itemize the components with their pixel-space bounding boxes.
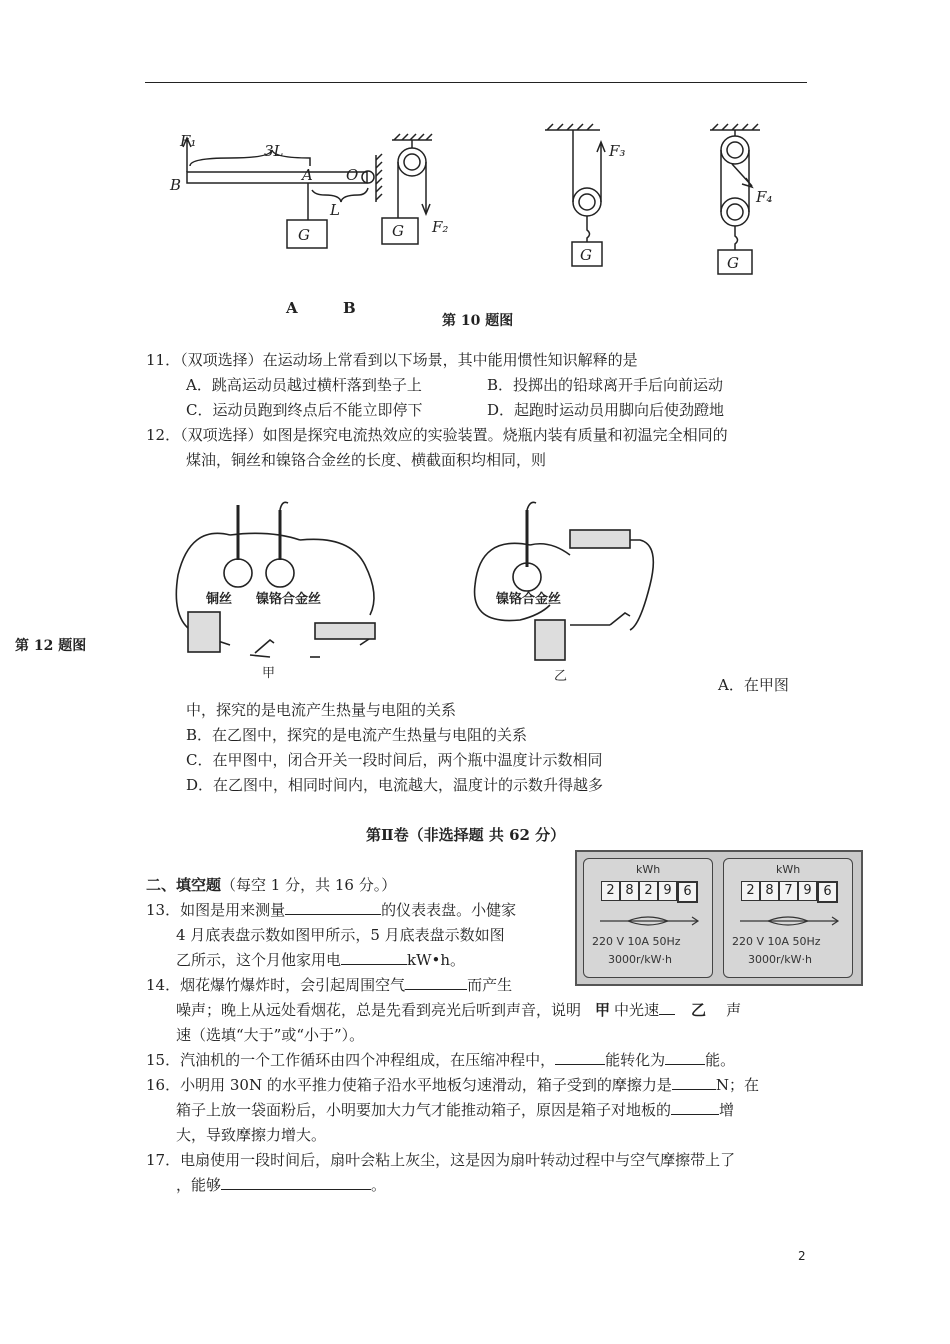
- svg-text:B: B: [170, 176, 182, 194]
- q12-stem-line1: 12．（双项选择）如图是探究电流热效应的实验装置。烧瓶内装有质量和初温完全相同的: [146, 426, 728, 444]
- q14-blank-2[interactable]: [659, 1000, 675, 1015]
- part2-title: 第Ⅱ卷（非选择题 共 62 分）: [366, 826, 566, 844]
- svg-text:3L: 3L: [264, 142, 284, 160]
- meter-jia: kWh 2 8 2 9 6 220 V 10A 50Hz 3000r/kW·h: [583, 858, 713, 978]
- q14-line1: 14．烟花爆竹爆炸时，会引起周围空气 而产生: [146, 976, 513, 994]
- q17-line2: ，能够 。: [176, 1176, 387, 1194]
- fig10-option-b: B: [343, 299, 356, 317]
- q12-option-d: D．在乙图中，相同时间内，电流越大，温度计的示数升得越多: [186, 776, 604, 794]
- q17-line1: 17．电扇使用一段时间后，扇叶会粘上灰尘，这是因为扇叶转动过程中与空气摩擦带上了: [146, 1151, 736, 1169]
- svg-text:G: G: [580, 246, 592, 264]
- q12-stem-line2: 煤油，铜丝和镍铬合金丝的长度、横截面积均相同，则: [186, 451, 547, 469]
- q12-option-b: B．在乙图中，探究的是电流产生热量与电阻的关系: [186, 726, 528, 744]
- header-rule: [145, 82, 807, 83]
- lever-bar: [187, 172, 367, 183]
- section-2-title: 二、填空题: [146, 876, 222, 894]
- q12-option-a-cont: 中，探究的是电流产生热量与电阻的关系: [186, 701, 457, 719]
- q15-line: 15．汽油机的一个工作循环由四个冲程组成，在压缩冲程中， 能转化为 能。: [146, 1051, 736, 1069]
- figure-12-caption: 第 12 题图: [15, 638, 87, 654]
- q13-line2: 4 月底表盘示数如图甲所示，5 月底表盘示数如图: [176, 926, 505, 944]
- meter-yi: kWh 2 8 7 9 6 220 V 10A 50Hz 3000r/kW·h: [723, 858, 853, 978]
- q16-blank-1[interactable]: [672, 1075, 716, 1090]
- svg-text:F₂: F₂: [432, 218, 449, 236]
- svg-text:L: L: [330, 201, 340, 219]
- q14-line2: 噪声；晚上从远处看烟花，总是先看到亮光后听到声音，说明 甲 中光速 乙 声: [176, 1001, 742, 1019]
- svg-text:铜丝: 铜丝: [206, 592, 233, 607]
- fig10-option-a: A: [286, 299, 298, 317]
- q11-option-b: B．投掷出的铅球离开手后向前运动: [487, 376, 724, 394]
- q12-option-a-start: A．在甲图: [718, 676, 789, 694]
- svg-text:镍铬合金丝: 镍铬合金丝: [256, 592, 322, 607]
- page-number: 2: [798, 1249, 806, 1263]
- q11-option-a: A．跳高运动员越过横杆落到垫子上: [186, 376, 422, 394]
- q13-blank-2[interactable]: [341, 950, 407, 965]
- svg-text:G: G: [727, 254, 739, 272]
- svg-text:乙: 乙: [554, 669, 568, 684]
- svg-text:A: A: [302, 166, 313, 184]
- svg-text:F₁: F₁: [180, 132, 197, 150]
- q15-blank-2[interactable]: [665, 1050, 705, 1065]
- svg-text:G: G: [392, 222, 404, 240]
- svg-text:G: G: [298, 226, 310, 244]
- svg-text:F₃: F₃: [609, 142, 626, 160]
- q13-line3: 乙所示，这个月他家用电 kW•h。: [176, 951, 466, 969]
- svg-text:F₄: F₄: [756, 188, 773, 206]
- q12-option-c: C．在甲图中，闭合开关一段时间后，两个瓶中温度计示数相同: [186, 751, 603, 769]
- svg-text:镍铬合金丝: 镍铬合金丝: [496, 592, 562, 607]
- q11-option-d: D．起跑时运动员用脚向后使劲蹬地: [487, 401, 725, 419]
- q11-stem: 11．（双项选择）在运动场上常看到以下场景，其中能用惯性知识解释的是: [146, 351, 638, 369]
- figure-10: [160, 120, 800, 285]
- section-2-note: （每空 1 分，共 16 分。）: [221, 876, 397, 894]
- meters-image: [575, 850, 863, 986]
- q17-blank[interactable]: [221, 1175, 371, 1190]
- q11-option-c: C．运动员跑到终点后不能立即停下: [186, 401, 423, 419]
- q16-line2: 箱子上放一袋面粉后，小明要加大力气才能推动箱子，原因是箱子对地板的 增: [176, 1101, 735, 1119]
- section-2-heading: [146, 875, 396, 895]
- q16-line3: 大，导致摩擦力增大。: [176, 1126, 327, 1144]
- svg-text:O: O: [346, 166, 359, 184]
- q16-line1: 16．小明用 30N 的水平推力使箱子沿水平地板匀速滑动，箱子受到的摩擦力是 N；在: [146, 1076, 759, 1094]
- q13-blank-1[interactable]: [285, 900, 381, 915]
- q13-line1: 13．如图是用来测量 的仪表表盘。小健家: [146, 901, 517, 919]
- svg-text:甲: 甲: [262, 666, 276, 681]
- figure-12-circuits: [170, 485, 670, 685]
- q14-line3: 速（选填“大于”或“小于”）。: [176, 1026, 365, 1044]
- figure-10-caption: 第 10 题图: [442, 313, 514, 329]
- q15-blank-1[interactable]: [555, 1050, 605, 1065]
- q16-blank-2[interactable]: [671, 1100, 719, 1115]
- q14-blank-1[interactable]: [405, 975, 467, 990]
